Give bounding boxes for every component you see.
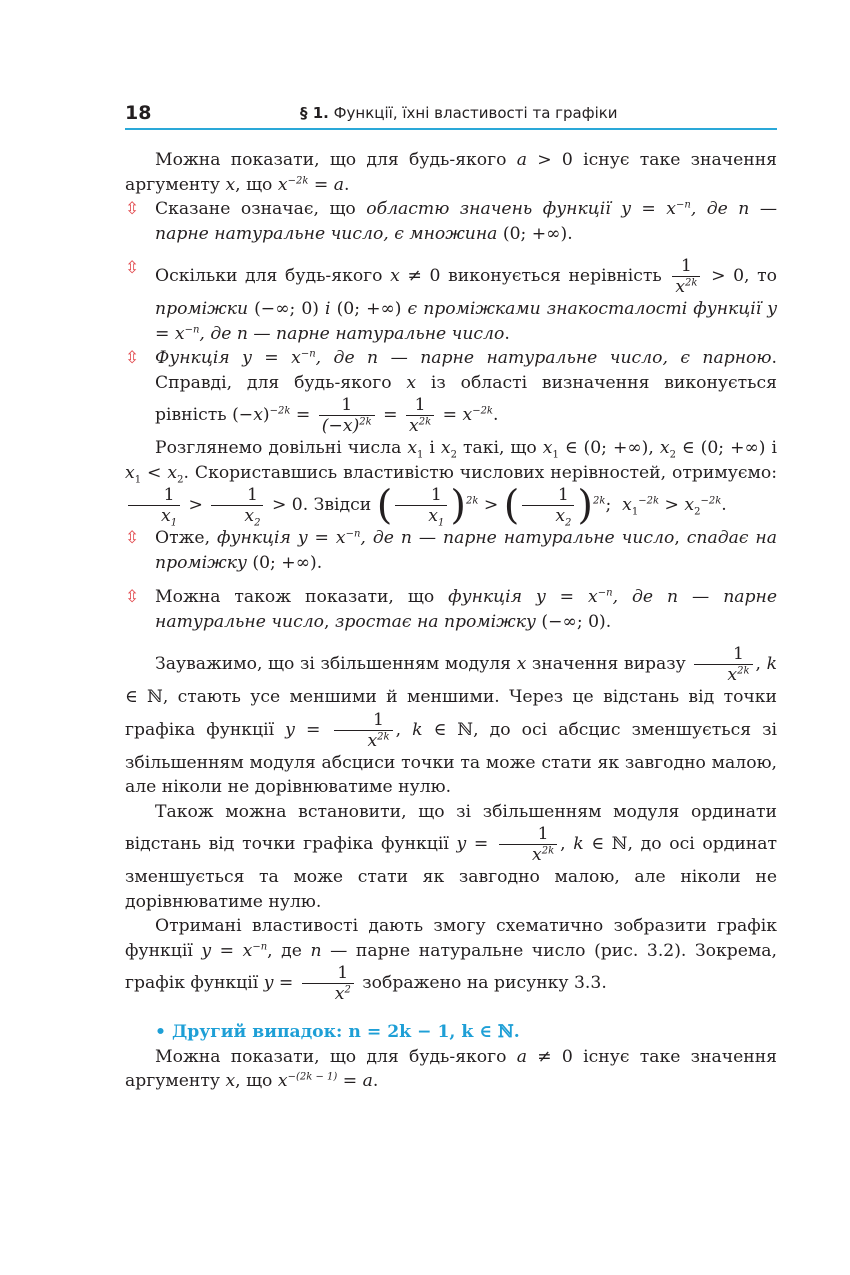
fraction: $\frac{1}{x^{2k}}$ [334, 710, 392, 751]
property-increasing: ⇳ Можна також показати, що функція $y = x^{-n}$, де n — парне натуральне число, зростає на проміжку (−∞; 0). [125, 587, 778, 632]
property-marker-icon: ⇳ [125, 348, 140, 368]
page-header [125, 98, 777, 130]
fraction: $\frac{1}{x_1}$ [395, 485, 447, 526]
property-marker-icon: ⇳ [125, 199, 140, 219]
running-title [300, 104, 618, 122]
property-marker-icon: ⇳ [125, 587, 140, 607]
property-range: ⇳ Сказане означає, що областю значень функції $y = x^{-n}$, де n — парне натуральне число, є множина (0; +∞). [125, 199, 778, 244]
paragraph-3: Зауважимо, що зі збільшенням модуля x значення виразу $\frac{1}{x^{2k}}$ , k ∈ ℕ, стають усе меншими й меншими. Через це відстань від точки графіка функції y = $\frac{1}{x^{2k}}$ , k ∈ ℕ, до осі абсцис зменшується зі збільшенням модуля абсциси точки та може стати як завгодно малою, але ніколи не дорівнюватиме нулю. [125, 644, 777, 797]
property-even: ⇳ Функція $y = x^{-n}$, де n — парне натуральне число, є парною. Справді, для будь-якого x із області визначення виконується рівність $(-x)^{-2k}$ = $\frac{1}{(-x)^{2k}}$ = $\frac{1}{x^{2k}}$ = $x^{-2k}$. [125, 348, 777, 436]
property-decreasing: ⇳ Отже, функція $y = x^{-n}$, де n — парне натуральне число, спадає на проміжку (0; +∞). [125, 528, 777, 573]
fraction: $\frac{1}{x_2}$ [211, 485, 263, 526]
fraction: $\frac{1}{x^2}$ [302, 963, 354, 1004]
page-body [125, 148, 777, 1094]
fraction: $\frac{1}{x^{2k}}$ [499, 824, 557, 865]
property-sign: ⇳ Оскільки для будь-якого x ≠ 0 виконується нерівність $\frac{1}{x^{2k}}$ > 0, то проміжки (−∞; 0) і (0; +∞) є проміжками знакосталості функції $y = x^{-n}$, де n — парне натуральне число. [125, 256, 778, 344]
page-number: 18 [125, 102, 152, 124]
paragraph-6: Можна показати, що для будь-якого a ≠ 0 існує таке значення аргументу x, що $x^{-(2k - 1)} = a$. [125, 1046, 777, 1091]
section-title: Функції, їхні властивості та графіки [333, 104, 618, 122]
paragraph-4: Також можна встановити, що зі збільшенням модуля ординати відстань від точки графіка функції y = $\frac{1}{x^{2k}}$ , k ∈ ℕ, до осі ординат зменшується та може стати як завгодно малою, але ніколи не дорівнюватиме нулю. [125, 801, 778, 912]
fraction: $\frac{1}{x^{2k}}$ [694, 644, 752, 685]
paragraph-1: Можна показати, що для будь-якого a > 0 існує таке значення аргументу x, що $x^{-2k} = a$. [125, 150, 777, 195]
fraction: $\frac{1}{x_2}$ [522, 485, 574, 526]
paragraph-5: Отримані властивості дають змогу схематично зобразити графік функції $y = x^{-n}$, де n — парне натуральне число (рис. 3.2). Зокрема, графік функції y = $\frac{1}{x^2}$ зображено на рисунку 3.3. [125, 916, 778, 1004]
case-heading: • Другий випадок: n = 2k − 1, k ∈ ℕ. [155, 1022, 520, 1042]
fraction: $\frac{1}{x_1}$ [128, 485, 180, 526]
fraction: $\frac{1}{x^{2k}}$ [406, 395, 434, 436]
property-marker-icon: ⇳ [125, 528, 140, 548]
paragraph-2: Розглянемо довільні числа $x_1$ і $x_2$ такі, що $x_1$ ∈ (0; +∞), $x_2$ ∈ (0; +∞) і $x_1 < x_2$. Скориставшись властивістю числових нерівностей, отримуємо: $\frac{1}{x_1}$ > $\frac{1}{x_2}$ > 0. Звідси ( $\frac{1}{x_1}$ )$^{2k}$ > ( $\frac{1}{x_2}$ )$^{2k}$; $x_1^{-2k} > x_2^{-2k}$. [125, 438, 777, 529]
section-number: § 1. [300, 104, 329, 122]
fraction: $\frac{1}{x^{2k}}$ [672, 256, 700, 297]
property-marker-icon: ⇳ [125, 258, 140, 278]
fraction: $\frac{1}{(-x)^{2k}}$ [319, 395, 375, 436]
